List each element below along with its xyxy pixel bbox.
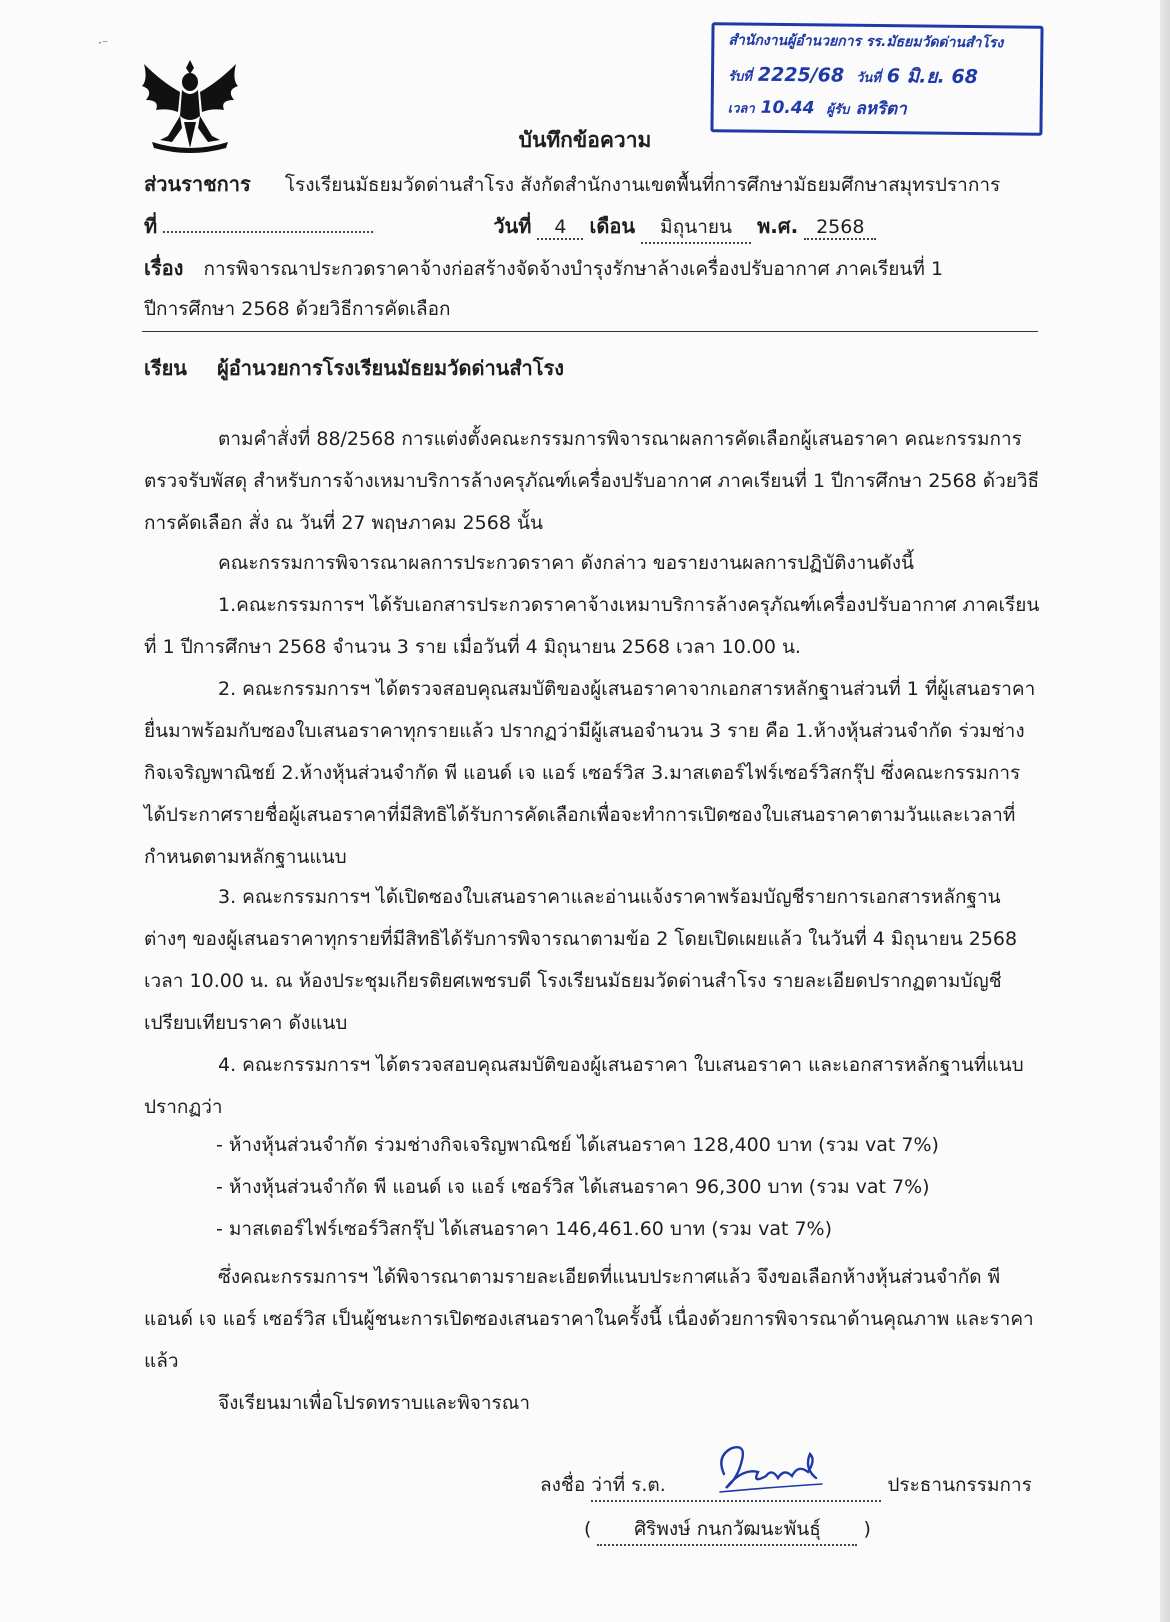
paragraph-2: คณะกรรมการพิจารณาผลการประกวดราคา ดังกล่าว ขอรายงานผลการปฏิบัติงานดังนี้ bbox=[218, 552, 915, 574]
paragraph-6: 4. คณะกรรมการฯ ได้ตรวจสอบคุณสมบัติของผู้เสนอราคา ใบเสนอราคา และเอกสารหลักฐานที่แนบปรากฏว่า bbox=[144, 1054, 1024, 1118]
to-row bbox=[144, 352, 564, 384]
date-day: 4 bbox=[537, 216, 583, 240]
ref-label: ที่ bbox=[144, 214, 158, 238]
to-label: เรียน bbox=[144, 356, 187, 380]
subject-line-2: ปีการศึกษา 2568 ด้วยวิธีการคัดเลือก bbox=[144, 298, 451, 320]
signer-name-row bbox=[584, 1514, 871, 1546]
stamp-number-row bbox=[728, 59, 978, 92]
agency-value: โรงเรียนมัธยมวัดด่านสำโรง สังกัดสำนักงานเขตพื้นที่การศึกษามัธยมศึกษาสมุทรปราการ bbox=[284, 174, 1001, 196]
bid-item: - ห้างหุ้นส่วนจำกัด พี แอนด์ เจ แอร์ เซอร์วิส ได้เสนอราคา 96,300 บาท (รวม vat 7%) bbox=[216, 1176, 930, 1198]
signer-position: ประธานกรรมการ bbox=[887, 1474, 1032, 1496]
to-value: ผู้อำนวยการโรงเรียนมัธยมวัดด่านสำโรง bbox=[217, 356, 565, 380]
ref-date-row bbox=[144, 210, 876, 244]
subject-label: เรื่อง bbox=[144, 256, 184, 280]
stamp-number-value: 2225/68 bbox=[757, 63, 845, 87]
stamp-time-row bbox=[728, 93, 907, 122]
signer-name: ศิริพงษ์ กนกวัฒนะพันธุ์ bbox=[597, 1514, 857, 1546]
date-month: มิถุนายน bbox=[641, 212, 751, 244]
paragraph-4: 2. คณะกรรมการฯ ได้ตรวจสอบคุณสมบัติของผู้เสนอราคาจากเอกสารหลักฐานส่วนที่ 1 ที่ผู้เสนอราคายื่นมาพร้อมกับซองใบเสนอราคาทุกรายแล้ว ปรากฏว่ามีผู้เสนอจำนวน 3 ราย คือ 1.ห้างหุ้นส่วนจำกัด ร่วมช่างกิจเจริญพาณิชย์ 2.ห้างหุ้นส่วนจำกัด พี แอนด์ เจ แอร์ เซอร์วิส 3.มาสเตอร์ไฟร์เซอร์วิสกรุ๊ป ซึ่งคณะกรรมการได้ประกาศรายชื่อผู้เสนอราคาที่มีสิทธิได้รับการคัดเลือกเพื่อจะทำการเปิดซองใบเสนอราคาตามวันและเวลาที่กำหนดตามหลักฐานแนบ bbox=[144, 678, 1036, 868]
sign-label: ลงชื่อ bbox=[540, 1474, 586, 1496]
paragraph-8: จึงเรียนมาเพื่อโปรดทราบและพิจารณา bbox=[218, 1392, 531, 1414]
scan-mark-icon: ·⁻ bbox=[98, 36, 109, 50]
signature-row bbox=[540, 1470, 1032, 1502]
received-stamp bbox=[710, 22, 1043, 135]
subject-row bbox=[144, 252, 943, 284]
stamp-receiver-value: ลหริตา bbox=[855, 98, 907, 120]
header-divider bbox=[142, 331, 1038, 332]
stamp-time-label: เวลา bbox=[727, 101, 755, 117]
paragraph-5: 3. คณะกรรมการฯ ได้เปิดซองใบเสนอราคาและอ่านแจ้งราคาพร้อมบัญชีรายการเอกสารหลักฐานต่างๆ ของผู้เสนอราคาทุกรายที่มีสิทธิได้รับการพิจารณาตามข้อ 2 โดยเปิดเผยแล้ว ในวันที่ 4 มิถุนายน 2568 เวลา 10.00 น. ณ ห้องประชุมเกียรติยศเพชรบดี โรงเรียนมัธยมวัดด่านสำโรง รายละเอียดปรากฏตามบัญชีเปรียบเทียบราคา ดังแนบ bbox=[144, 886, 1018, 1034]
close-paren: ) bbox=[863, 1518, 871, 1540]
open-paren: ( bbox=[584, 1518, 592, 1540]
paragraph-3: 1.คณะกรรมการฯ ได้รับเอกสารประกวดราคาจ้างเหมาบริการล้างครุภัณฑ์เครื่องปรับอากาศ ภาคเรียนที่ 1 ปีการศึกษา 2568 จำนวน 3 ราย เมื่อวันที่ 4 มิถุนายน 2568 เวลา 10.00 น. bbox=[144, 594, 1040, 658]
stamp-receiver-label: ผู้รับ bbox=[826, 102, 850, 118]
date-year: 2568 bbox=[804, 216, 876, 240]
paragraph-7: ซึ่งคณะกรรมการฯ ได้พิจารณาตามรายละเอียดที่แนบประกาศแล้ว จึงขอเลือกห้างหุ้นส่วนจำกัด พี แอนด์ เจ แอร์ เซอร์วิส เป็นผู้ชนะการเปิดซองเสนอราคาในครั้งนี้ เนื่องด้วยการพิจารณาด้านคุณภาพ และราคาแล้ว bbox=[144, 1266, 1034, 1372]
stamp-time-value: 10.44 bbox=[760, 97, 815, 119]
agency-label: ส่วนราชการ bbox=[144, 172, 251, 196]
month-label: เดือน bbox=[589, 214, 636, 238]
bid-item: - ห้างหุ้นส่วนจำกัด ร่วมช่างกิจเจริญพาณิชย์ ได้เสนอราคา 128,400 บาท (รวม vat 7%) bbox=[216, 1134, 939, 1156]
date-label: วันที่ bbox=[493, 214, 532, 238]
sign-prefix: ว่าที่ ร.ต. bbox=[591, 1470, 881, 1502]
stamp-number-label: รับที่ bbox=[727, 69, 752, 85]
bid-item: - มาสเตอร์ไฟร์เซอร์วิสกรุ๊ป ได้เสนอราคา 146,461.60 บาท (รวม vat 7%) bbox=[216, 1218, 833, 1240]
document-title: บันทึกข้อความ bbox=[518, 128, 652, 152]
year-label: พ.ศ. bbox=[757, 214, 799, 238]
paragraph-1: ตามคำสั่งที่ 88/2568 การแต่งตั้งคณะกรรมการพิจารณาผลการคัดเลือกผู้เสนอราคา คณะกรรมการตรวจรับพัสดุ สำหรับการจ้างเหมาบริการล้างครุภัณฑ์เครื่องปรับอากาศ ภาคเรียนที่ 1 ปีการศึกษา 2568 ด้วยวิธีการคัดเลือก สั่ง ณ วันที่ 27 พฤษภาคม 2568 นั้น bbox=[144, 428, 1040, 534]
agency-row bbox=[144, 168, 1000, 200]
stamp-date-label: วันที่ bbox=[856, 70, 881, 87]
subject-line-1: การพิจารณาประกวดราคาจ้างก่อสร้างจัดจ้างบำรุงรักษาล้างเครื่องปรับอากาศ ภาคเรียนที่ 1 bbox=[203, 258, 944, 280]
stamp-office: สำนักงานผู้อำนวยการ รร.มัธยมวัดด่านสำโรง bbox=[728, 32, 1004, 52]
stamp-date-value: 6 มิ.ย. 68 bbox=[886, 65, 978, 89]
ref-value bbox=[163, 231, 373, 233]
